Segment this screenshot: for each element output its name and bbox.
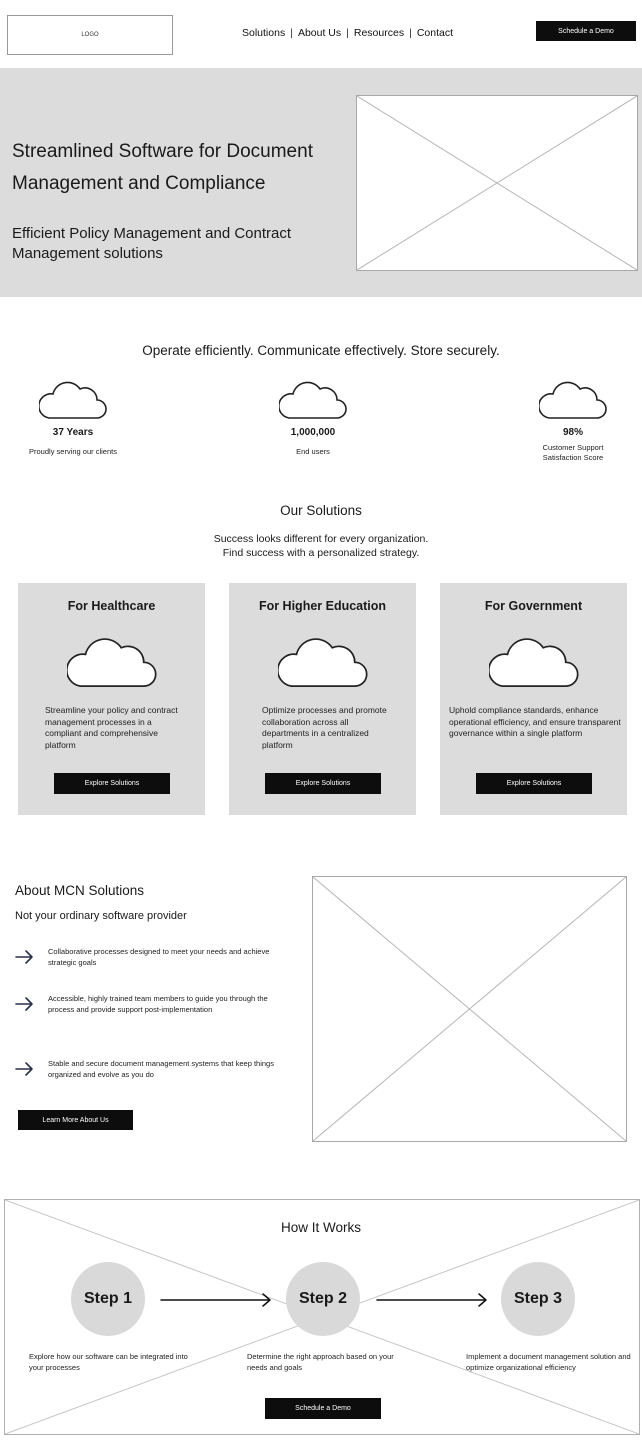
- schedule-demo-button[interactable]: Schedule a Demo: [536, 21, 636, 41]
- hero-image-placeholder: [356, 95, 638, 271]
- arrow-right-icon: [15, 996, 35, 1012]
- card-description: Optimize processes and promote collaboration across all departments in a centralized platform: [262, 705, 387, 750]
- card-description: Uphold compliance standards, enhance operational efficiency, and ensure transparent governance within a single platform: [449, 705, 621, 738]
- solutions-subtitle: [0, 532, 642, 560]
- step-3-circle: Step 3: [501, 1262, 575, 1336]
- learn-more-button[interactable]: Learn More About Us: [18, 1110, 133, 1130]
- nav-separator: |: [409, 27, 412, 39]
- about-feature: [15, 993, 285, 1015]
- stat-value: 37 Years: [52, 427, 94, 438]
- step-1-circle: Step 1: [71, 1262, 145, 1336]
- stat-value: 1,000,000: [290, 427, 336, 438]
- step-2-circle: Step 2: [286, 1262, 360, 1336]
- card-title: For Higher Education: [258, 599, 387, 613]
- about-feature: [15, 1058, 285, 1080]
- stat-years: [0, 378, 148, 457]
- about-subtitle: Not your ordinary software provider: [15, 910, 187, 922]
- cloud-icon: [67, 633, 157, 689]
- solution-card-higher-education: [229, 583, 416, 815]
- stat-label: Proudly serving our clients: [29, 447, 117, 456]
- feature-text: Stable and secure document management systems that keep things organized and evolve as you do: [48, 1059, 274, 1079]
- solutions-subtitle-line: Success looks different for every organization.: [213, 533, 429, 545]
- solution-card-healthcare: [18, 583, 205, 815]
- logo[interactable]: LOGO: [7, 15, 173, 55]
- card-title: For Healthcare: [67, 599, 156, 613]
- nav-separator: |: [290, 27, 293, 39]
- feature-text: Accessible, highly trained team members to guide you through the process and provide support post-implementation: [48, 994, 268, 1014]
- nav-about-us[interactable]: About Us: [297, 27, 342, 39]
- main-nav: [242, 25, 453, 41]
- explore-solutions-button[interactable]: Explore Solutions: [265, 773, 381, 794]
- how-it-works-title: How It Works: [280, 1220, 361, 1235]
- explore-solutions-button[interactable]: Explore Solutions: [476, 773, 592, 794]
- about-title: About MCN Solutions: [15, 883, 145, 898]
- about-image-placeholder: [312, 876, 627, 1142]
- card-description: Streamline your policy and contract management processes in a compliant and comprehensive platform: [45, 705, 178, 750]
- step-3-description: Implement a document management solution and optimize organizational efficiency: [466, 1352, 631, 1372]
- hero-subtitle: Efficient Policy Management and Contract Management solutions: [12, 225, 292, 262]
- arrow-right-icon: [15, 1061, 35, 1077]
- solutions-title: Our Solutions: [280, 503, 362, 518]
- solution-card-government: [440, 583, 627, 815]
- nav-separator: |: [346, 27, 349, 39]
- cloud-icon: [39, 378, 107, 420]
- cloud-icon: [489, 633, 579, 689]
- nav-contact[interactable]: Contact: [416, 27, 453, 39]
- feature-text: Collaborative processes designed to meet your needs and achieve strategic goals: [48, 947, 270, 967]
- hero-title: Streamlined Software for Document Management and Compliance: [12, 141, 313, 194]
- explore-solutions-button[interactable]: Explore Solutions: [54, 773, 170, 794]
- stat-users: [238, 378, 388, 457]
- stat-label: End users: [296, 447, 330, 456]
- nav-resources[interactable]: Resources: [353, 27, 405, 39]
- cloud-icon: [539, 378, 607, 420]
- arrow-right-icon: [15, 949, 35, 965]
- arrow-right-icon: [160, 1290, 274, 1310]
- stat-value: 98%: [562, 427, 583, 438]
- about-feature: [15, 946, 285, 968]
- stat-satisfaction: [498, 378, 642, 463]
- nav-solutions[interactable]: Solutions: [242, 27, 286, 39]
- cloud-icon: [278, 633, 368, 689]
- stats-tagline: Operate efficiently. Communicate effectively. Store securely.: [142, 343, 500, 358]
- arrow-right-icon: [376, 1290, 490, 1310]
- card-title: For Government: [484, 599, 583, 613]
- solutions-subtitle-line: Find success with a personalized strategy.: [222, 547, 420, 559]
- cloud-icon: [279, 378, 347, 420]
- step-1-description: Explore how our software can be integrated into your processes: [29, 1352, 188, 1372]
- step-2-description: Determine the right approach based on your needs and goals: [247, 1352, 394, 1372]
- schedule-demo-button[interactable]: Schedule a Demo: [265, 1398, 381, 1419]
- stat-label: Customer Support Satisfaction Score: [542, 443, 604, 462]
